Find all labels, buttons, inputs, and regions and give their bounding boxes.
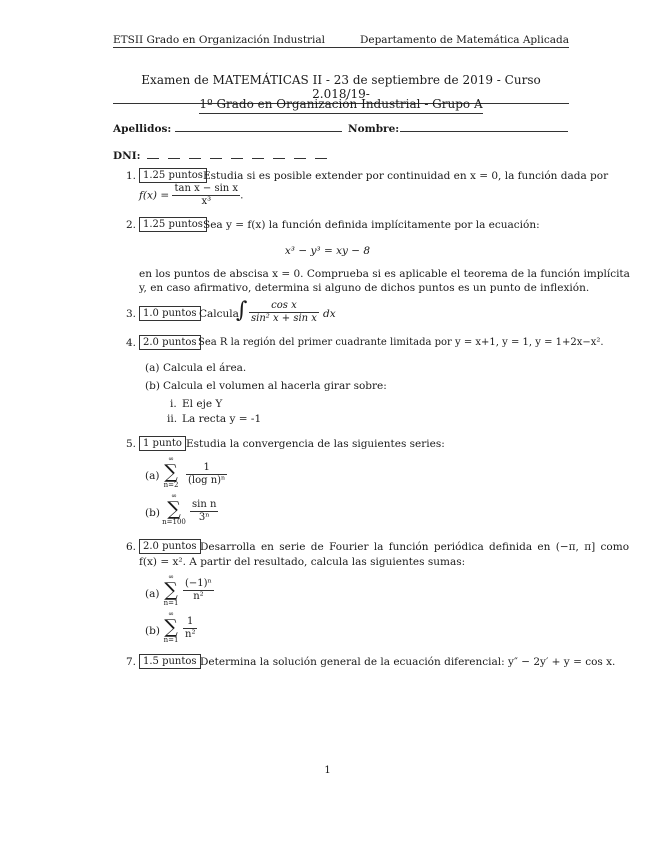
- exam-subtitle: [113, 97, 569, 114]
- surname-line[interactable]: [175, 131, 342, 132]
- q6-a-label: (a): [145, 588, 160, 600]
- q7-points: 1.5 puntos: [139, 654, 201, 669]
- q2-text-3: y, en caso afirmativo, determina si alguno de dichos puntos es un punto de inflexión.: [139, 282, 590, 294]
- q1-number: 1.: [126, 170, 137, 182]
- q6-points: 2.0 puntos: [139, 539, 201, 554]
- q6-a-sum: ∞ ∑ n=1: [163, 573, 179, 607]
- q5-text: Estudia la convergencia de las siguientes series:: [186, 438, 445, 450]
- q6-number: 6.: [126, 541, 137, 553]
- q7-number: 7.: [126, 656, 137, 668]
- q1-fraction: $\frac{\text{tan x − sin x}}{\text{x³}}$: [174, 183, 239, 207]
- name-label: Nombre:: [348, 123, 400, 135]
- dni-dash: [189, 158, 201, 159]
- header-rule: [113, 47, 569, 48]
- q3-number: 3.: [126, 308, 137, 320]
- q6-text-2: f(x) = x². A partir del resultado, calcula las siguientes sumas:: [139, 556, 466, 568]
- surname-label: Apellidos:: [113, 123, 172, 135]
- q2-text-2: en los puntos de abscisa x = 0. Comprueba si es aplicable el teorema de la función implícita: [139, 268, 630, 280]
- q4-a-label: (a): [145, 362, 160, 374]
- header-left: ETSII Grado en Organización Industrial: [113, 34, 326, 46]
- q5-b-term: $\frac{\text{sin n}}{\text{3ⁿ}}$: [192, 499, 217, 523]
- q4-b-i-text: El eje Y: [182, 398, 223, 410]
- q5-a-sum: ∞ ∑ n=2: [163, 455, 179, 489]
- q6-b-term: $\frac{1}{\text{n²}}$: [185, 616, 196, 640]
- q2-number: 2.: [126, 219, 137, 231]
- q5-b-label: (b): [145, 507, 160, 519]
- dni-dash: [273, 158, 285, 159]
- dni-dash: [168, 158, 180, 159]
- dni-dash: [294, 158, 306, 159]
- q4-b-ii-label: ii.: [167, 413, 178, 425]
- q5-a-label: (a): [145, 470, 160, 482]
- q3-dx: dx: [323, 308, 336, 320]
- name-line[interactable]: [400, 131, 568, 132]
- q3-points: 1.0 puntos: [139, 306, 201, 321]
- exam-title-line2: 1º Grado en Organización Industrial - Grupo A: [199, 97, 482, 114]
- q1-text: Estudia si es posible extender por continuidad en x = 0, la función dada por: [203, 170, 609, 182]
- q6-b-label: (b): [145, 625, 160, 637]
- q4-b-i-label: i.: [170, 398, 177, 410]
- q4-points: 2.0 puntos: [139, 335, 201, 350]
- q6-a-term: $\frac{\text{(−1)ⁿ}}{\text{n²}}$: [185, 578, 212, 602]
- q4-number: 4.: [126, 337, 137, 349]
- page-number: 1: [324, 765, 331, 776]
- q2-points: 1.25 puntos: [139, 217, 207, 232]
- q5-b-sum: ∞ ∑ n=100: [162, 492, 186, 526]
- q4-b-text: Calcula el volumen al hacerla girar sobre:: [163, 380, 387, 392]
- q3-text: Calcula: [199, 308, 239, 320]
- q5-a-term: $\frac{1}{\text{(log n)ⁿ}}$: [188, 462, 226, 486]
- dni-dash: [231, 158, 243, 159]
- q3-integral-sign: ∫: [236, 298, 248, 323]
- q5-points: 1 punto: [139, 436, 186, 451]
- q5-number: 5.: [126, 438, 137, 450]
- q3-integrand: $\frac{\text{cos x}}{\text{sin² x + sin x}}$: [251, 300, 317, 324]
- exam-title-line1: Examen de MATEMÁTICAS II - 23 de septiembre de 2019 - Curso 2.018/19-: [113, 73, 569, 104]
- q4-b-label: (b): [145, 380, 160, 392]
- q7-text: Determina la solución general de la ecuación diferencial: y″ − 2y′ + y = cos x.: [200, 656, 616, 668]
- dni-dash: [147, 158, 159, 159]
- q2-equation: x³ − y³ = xy − 8: [284, 245, 371, 257]
- dni-dash: [315, 158, 327, 159]
- q2-text: Sea y = f(x) la función definida implícitamente por la ecuación:: [203, 219, 540, 231]
- q1-formula: f(x) = $\frac{\text{tan x − sin x}}{\text{x³}}$ .: [139, 183, 244, 207]
- dni-dash: [252, 158, 264, 159]
- q6-text: Desarrolla en serie de Fourier la función periódica definida en (−π, π] como: [200, 541, 630, 553]
- q4-b-ii-text: La recta y = -1: [182, 413, 262, 425]
- q6-b-sum: ∞ ∑ n=1: [163, 610, 179, 644]
- q4-a-text: Calcula el área.: [163, 362, 247, 374]
- q1-points: 1.25 puntos: [139, 168, 207, 183]
- header-right: Departamento de Matemática Aplicada: [359, 34, 569, 46]
- q4-text: Sea R la región del primer cuadrante limitada por y = x+1, y = 1, y = 1+2x−x².: [198, 337, 604, 348]
- dni-label: DNI:: [113, 150, 141, 162]
- dni-dash: [210, 158, 222, 159]
